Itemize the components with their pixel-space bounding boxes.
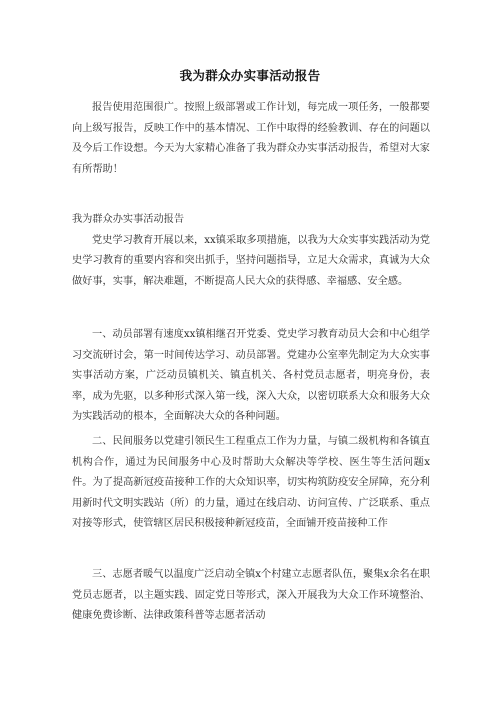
report-section-3 (72, 565, 430, 627)
document-title: 我为群众办实事活动报告 (179, 68, 321, 83)
intro-paragraph: 报告使用范围很广。按照上级部署或工作计划，每完成一项任务，一般都要向上级写报告，反映工作中的基本情况、工作中取得的经验教训、存在的问题以及今后工作设想。今天为大家精心准备了我为群众办实事活动报告，希望对大家有所帮助！ (72, 102, 430, 175)
report-section-2 (72, 432, 430, 535)
intro-section (72, 98, 430, 180)
body-paragraph-1: 党史学习教育开展以来，xx镇采取多项措施，以我为大众实事实践活动为党史学习教育的重要内容和突出抓手，坚持问题指导，立足大众需求，真诚为大众做好事，实事，解决难题，不断提高人民大众的获得感、幸福感、安全感。 (72, 234, 430, 287)
body-paragraph-2: 一、动员部署有速度xx镇相继召开党委、党史学习教育动员大会和中心组学习交流研讨会，第一时间传达学习、动员部署。党建办公室率先制定为大众实事实事活动方案，广泛动员镇机关、镇直机关、各村党员志愿者，明亮身份，表率，成为先驱，以多种形式深入第一线，深入大众，以密切联系大众和服务大众为实践活动的根本，全面解决大众的各种问题。 (72, 329, 430, 423)
body-paragraph-3: 二、民间服务以党建引领民生工程重点工作为力量，与镇二级机构和各镇直机构合作，通过为民间服务中心及时帮助大众解决等学校、医生等生活问题x件。为了提高新冠疫苗接种工作的大众知识率，切实构筑防疫安全屏障，充分利用新时代文明实践站（所）的力量，通过在线启动、访问宣传、广泛联系、重点对接等形式，使管辖区居民积极接种新冠疫苗，全面铺开疫苗接种工作 (72, 436, 430, 530)
report-subtitle: 我为群众办实事活动报告 (72, 214, 185, 225)
body-paragraph-4: 三、志愿者暖气以温度广泛启动全镇x个村建立志愿者队伍，聚集x余名在职党员志愿者，以主题实践、固定党日等形式，深入开展我为大众工作环境整治、健康免费诊断、法律政策科普等志愿者活动 (72, 569, 430, 622)
report-section-heading (72, 210, 430, 292)
report-section-1 (72, 325, 430, 428)
